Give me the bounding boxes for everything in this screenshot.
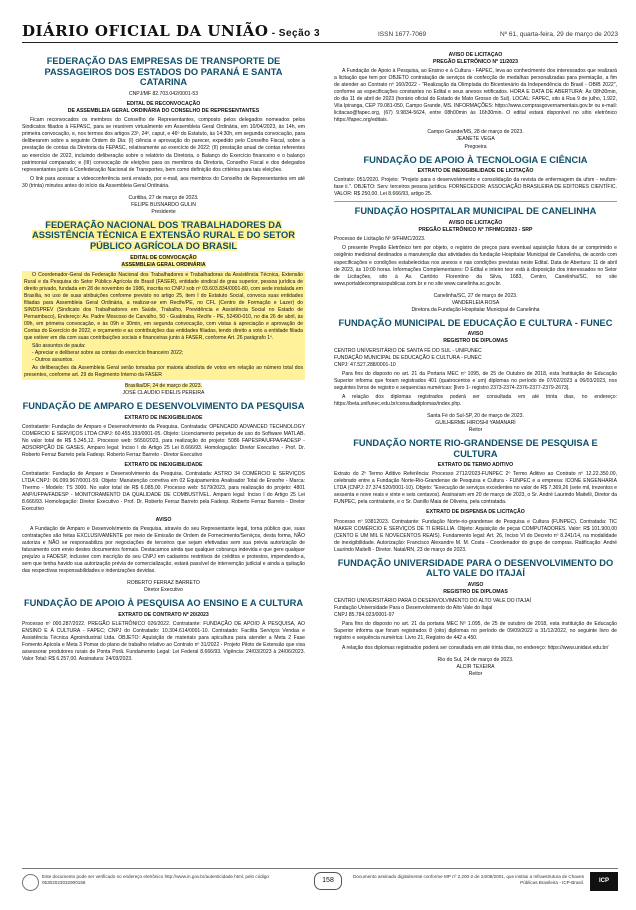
notice-subtitle: AVISO DE LICITAÇÃO xyxy=(448,220,503,227)
notice-subtitle: EXTRATO DE INEXIGIBILIDADE xyxy=(124,462,203,469)
page-header xyxy=(22,20,618,43)
paragraph: Para fins do disposto no art. 21 da Portaria MEC nº 1095, de 25 de Outubro de 2018, esta Instituição de Educação Superior informa que foram registrados 401 (quatrocentos e um) diplomas no período de 07/02/2023 a 06/03/2023, nos seguintes livros de registro e sequencias numéricas: [livro 1- registro 2373-2374-2376-2377-2379-2673]. xyxy=(334,370,617,391)
paragraph: Para fins do disposto no art. 21 da portaria MEC Nº 1.095, de 25 de outubro de 2018, esta instituição de Educação Superior informa que foram registrados 8 (oito) diplomas no período de 09/09/2022 a 31/12/2022, no seguinte livro de registro e sequência numérica: Livro 21, Registro de 442 a 450. xyxy=(334,621,617,642)
cnpj: CNPJ: 47.527.288/0001-10 xyxy=(334,361,396,368)
page-footer xyxy=(22,868,618,903)
signer-role: Presidente xyxy=(151,208,176,215)
notice-subtitle: AVISO xyxy=(155,516,172,523)
agenda-item: - Outros assuntos. xyxy=(32,357,74,364)
publication-title: DIÁRIO OFICIAL DA UNIÃO - Seção 3 xyxy=(22,22,321,40)
notice-subtitle: AVISO xyxy=(467,582,484,589)
place-date: Rio do Sul, 24 de março de 2023. xyxy=(437,656,514,663)
notice-title: FUNDAÇÃO NORTE RIO-GRANDENSE DE PESQUISA E CULTURA xyxy=(353,437,598,459)
notice-title: FEDERAÇÃO DAS EMPRESAS DE TRANSPORTE DE PASSAGEIROS DOS ESTADOS DO PARANÁ E SANTA CATARINA xyxy=(44,56,283,88)
signer-role: Diretor Executivo xyxy=(144,586,183,593)
paragraph: A Fundação de Apoio à Pesquisa, ao Ensino e à Cultura - FAPEC, leva ao conhecimento dos interessados que realizará a licitação que tem por OBJETO contratação de serviços de confecção de medalhas personalizadas para premiação, a fim de atender ao Contrato nº 160/2022 - "Realização da Olimpíada do Bicentenário da Independência do Brasil - OBIB 2022", conforme as especificações constantes no Edital e seus anexos retificados. HORA E DATA DE ABERTURA: Às 08h30min, do dia 11 de abril de 2023 (horário oficial do Estado de Mato Grosso do Sul). LOCAL: FAPEC, sito à Rua 9 de julho, 1.922, Vila Ipiranga, CEP 79.081-050, Campo Grande, MS. INFORMAÇÕES: https://www.comprasgovernamentais.gov.br ou e-mail: licitacao@fapec.org, (67) 9.9834-5624, entre 08h00min às 16h30min. O edital estará disponível no sítio eletrônico https://fapec.org/editais. xyxy=(334,68,617,124)
notice-subtitle: ASSEMBLEIA GERAL ORDINÁRIA xyxy=(121,261,206,268)
notice-subtitle: EXTRATO DE DISPENSA DE LICITAÇÃO xyxy=(426,509,525,516)
signer-name: VANDERLEIA ROSA xyxy=(451,299,500,306)
notice-subtitle: PREGÃO ELETRÔNICO Nº 11/2023 xyxy=(433,59,518,66)
notice-title: FUNDAÇÃO MUNICIPAL DE EDUCAÇÃO E CULTURA - FUNEC xyxy=(338,317,613,328)
notice-fapec-pregao xyxy=(334,52,617,151)
right-column xyxy=(334,52,617,858)
notice-subtitle: DE ASSEMBLEIA GERAL ORDINÁRIA DO CONSELHO DE REPRESENTANTES xyxy=(67,108,260,115)
paragraph: Processo nº 000.287/2022. PREGÃO ELETRÔNICO 026/2022. Contratante: FUNDAÇÃO DE APOIO À PESQUISA, AO ENSINO E À CULTURA - FAPEC; CNPJ do Contratado: 10.304.614/0001-10. Contratado: Facilita Serviços Vendas e Assistência Técnica Agroindustrial Ltda. OBJETO: Aquisição de materiais para apicultura para atender a Meta 2 Fase Fomento Apícola e Meta 3 Pomar do plano de trabalho relativo ao Contrato nº 31/2022 - Projeto Piloto de Extensão que visa assessorar produtores rurais de Ponta Porã. Fundamento Legal: Lei Federal 8.666/93. Vigência: 24/03/2023 à 24/06/2023. Valor Total: R$ 6.257,00. Assinatura: 24/03/2023. xyxy=(22,620,305,662)
notice-subtitle: EDITAL DE CONVOCAÇÃO xyxy=(130,254,197,261)
signer-name: JOSÉ CLAUDIO FIDELIS PEREIRA xyxy=(122,390,205,397)
verification-note: Este documento pode ser verificado no endereço eletrônico http://www.in.gov.br/autenticidade.html, pelo código 05302023032900158 xyxy=(42,874,269,886)
cnpj: CNPJ 85.784.023/0001-97 xyxy=(334,612,395,619)
notice-fepasc xyxy=(22,56,305,216)
paragraph: Contratante: Fundação de Amparo e Desenvolvimento da Pesquisa. Contratada: ASTRO 34 COMÉRCIO E SERVIÇOS LTDA CNPJ: 06.099.967/0001-59. Objeto: Manutenção corretiva em 02 Equipamentos Analisador Total de Enxofre - Marca: Thermo - Modelo: TS 3000. No valor total de R$ 6.085,00. Processo web: 5179/2023, para realização do projeto: 4801 ANP/UFPA/FADESP - MONITORAMENTO DA QUALIDADE DE COMBUSTÍVEL. Amparo legal: Inciso I do Artigo 25 Lei 8.666/93. Homologação: Diretor Executivo - Prof. Dr. Roberto Ferraz Barreto pela Fadesp. Roberto Ferraz Barreto - Diretor Executivo xyxy=(22,471,305,513)
notice-subtitle: EXTRATO DE CONTRATO Nº 20/2023 xyxy=(118,611,209,618)
paragraph: Ficam reconvocados os membros do Conselho de Representantes, composto pelos delegados nomeados pelos Sindicatos filiados à FEPASC, para se reunirem virtualmente em Assembleia Geral Ordinária, em 10/04/2023, às 14h, em primeira convocação, e, nos termos dos artigos 23º, 24º, caput, e 46º do Estatuto, às 14:30h, em segunda convocação, para deliberarem sobre a seguinte Ordem do Dia: (I) ciência e aprovação do parecer, expedido pelo Conselho Fiscal, sobre a prestação de contas da Diretoria da FEPASC, relativamente ao exercício de 2022; (II) prestação anual de contas referentes ao exercício de 2022, incluindo deliberação sobre o relatório da Diretoria, o Balanço do Exercício financeiro e o balanço patrimonial comparado; e (III) convocação de eleições para os membros da Diretoria, Conselho Fiscal e dos delegados representantes junto à Confederação Nacional de Transportes, bem como definição dos critérios para tais eleições. xyxy=(22,117,305,173)
notice-subtitle: EDITAL DE RECONVOCAÇÃO xyxy=(126,101,201,108)
signer-role: Reitor xyxy=(468,670,483,677)
agenda-heading: São assuntos de pauta: xyxy=(32,343,86,350)
place-date: Brasília/DF, 24 de março de 2023. xyxy=(124,383,202,390)
icp-brasil-logo: ICP Brasil xyxy=(590,872,618,891)
paragraph: O presente Pregão Eletrônico tem por objeto, o registro de preços para eventual aquisição futura de ar comprimido e oxigênio medicinal destinados a manutenção das atividades da fundação Hospitalar Municipal de Canelinha, de acordo com especificações e condições estabelecidas nos anexos e nas condições previstas neste Edital. Data de Abertura: 11 de abril de 2023, às 10:00 horas. Informações Complementares: O Edital e inteiro teor está à disposição dos interessados no Setor de Licitações, sito à Av. Cartório Florentino da Silva, 1683, Centro, Canelinha/SC, no site www.portaldecomprasspublicas.com.br e no site www.canelinha.sc.gov.br. xyxy=(334,245,617,287)
notice-fhmc xyxy=(334,206,617,313)
notice-subtitle: EXTRATO DE INEXIGIBILIDADE xyxy=(124,414,203,421)
place-date: Canelinha/SC, 27 de março de 2023. xyxy=(433,292,518,299)
section-label: - Seção 3 xyxy=(268,28,321,39)
agenda-item: - Apreciar e deliberar sobre as contas do exercício financeiro 2022; xyxy=(32,350,184,357)
paragraph: Contrato: 051/2020. Projeto: "Projeto para o desenvolvimento e consolidação da revista de enfermagem da ufsm - reufsm- fase ii.". OBJETO: Serv. terceiros pessoa jurídica. FORNECEDOR: ASSOCIAÇÃO BRASILEIRA DE EDITORES CIENTÍFIC. VALOR: R$ 250,00. Lei 8.666/93, artigo 25. xyxy=(334,177,617,198)
left-column xyxy=(22,52,305,858)
paragraph: Processo nº 93812023. Contratante: Fundação Norte-rio-grandense de Pesquisa e Cultura (FUNPEC). Contratada: TIC MAKER COMÉRCIO E SERVIÇOS DE TI EIRELLIA. Objeto: Aquisição de peças COMPUTADORES. Valor: R$ 101.900,00 (CENTO E UM MIL E NOVECENTOS REAIS). Fundamento legal: Art. 26, Inciso VI do Decreto nº 8.241/14, na modalidade de inexigibilidade. Autorização: Francisco Alexandre M. M. Costa - Coordenador do grupo de compras. Ratificação: André Laurindo Maitelli - Diretor. Natal/RN, 23 de março de 2023. xyxy=(334,518,617,553)
notice-fapec xyxy=(22,598,305,663)
notice-funpec xyxy=(334,438,617,554)
notice-subtitle: PREGÃO ELETRÔNICO Nº 7/FHMC/2023 - SRP xyxy=(418,227,533,234)
signer-role: Diretora da Fundação Hospitalar Municipal de Canelinha xyxy=(411,306,540,313)
place-date: Campo Grande/MS, 28 de março de 2023. xyxy=(427,129,524,136)
signer-name: ROBERTO FERRAZ BARRETO xyxy=(127,579,200,586)
notice-funec xyxy=(334,318,617,434)
signer-name: FELIPE BUSNARDO GULIN xyxy=(131,201,196,208)
paragraph: A relação dos diplomas registrados poderá ser consultada em até trinta dias, no endereço: https://beta.unifunec.edu.br/consultadiplomas/index.php. xyxy=(334,393,617,407)
signature-note: Documento assinado digitalmente conforme MP nº 2.200-2 de 24/08/2001, que institui a Infraestrutura de Chaves Públicas Brasileira - ICP-Brasil. xyxy=(353,874,584,886)
notice-subtitle: REGISTRO DE DIPLOMAS xyxy=(443,589,508,596)
signer-role: Reitor xyxy=(468,426,483,433)
divider xyxy=(334,201,617,202)
cnpj: CNPJ/MF 82.703.042/0001-53 xyxy=(128,91,199,98)
page-number: 158 xyxy=(314,872,342,890)
notice-title: FEDERAÇÃO NACIONAL DOS TRABALHADORES DA ASSISTÊNCIA TÉCNICA E EXTENSÃO RURAL E DO SETOR PÚBLICO AGRÍCOLA DO BRASIL xyxy=(32,219,295,251)
notice-title: FUNDAÇÃO HOSPITALAR MUNICIPAL DE CANELINHA xyxy=(354,206,597,217)
paragraph: Contratante: Fundação de Amparo e Desenvolvimento da Pesquisa. Contratada: OPENCADD ADVANCED TECHNOLOGY COMÉRCIO E SERVIÇOS LTDA CNPJ: 60.455.193/0001-05. Objeto: Licenciamento perpetuo de uso do Software MATLAB. No valor total de R$ 5.345,12. Processo web: 5650/2023, para realização do projeto: 5086 FAPESPA/UFPA/FADESP - ADSORPÇÃO DE GASES. Amparo legal: Inciso I do Artigo 25 Lei 8.666/93. Homologação: Diretor Executivo - Prof. Dr. Roberto Ferraz Barreto pela Fadesp. Roberto Ferraz Barreto - Diretor Executivo xyxy=(22,424,305,459)
paragraph: O Coordenador-Geral da Federação Nacional dos Trabalhadores e Trabalhadoras da Assistência Técnica, Extensão Rural e da Pesquisa do Setor Público Agrícola do Brasil (FASER), entidade sindical de grau superior, pessoa jurídica de direito privado, fundada em 28 de novembro de 1986, inscrita no CNPJ sob nº 03.603.834/0001-80, com sede instalada em Brasília, no uso de suas atribuições conforme previsto no artigo 25, item I do Estatuto Social, convoca suas entidades filiadas para Assembleia Geral Ordinária, a realizar-se em Recife/PE, no CFL (Centro de Formação e Lazer) do SINDSPREV (Sindicato dos Trabalhadores em Saúde, Trabalho, Previdência e Assistência Social no Estado de Pernambuco), Endereço: Av. Padre Moscoso de Carvalho, 50 - Guabiraba, Recife - PE, 52490-010, no dia 26 de abril, às 09h, em primeira convocação, e às 09h e 30min, em segunda convocação, com vistas à apreciação e aprovação de Contas do Exercício de 2022, e orçamento e as contribuições das entidades filiadas, tendo direito a voto a entidade filiada que estiver em dia com suas contribuições sociais e financeiras junto à FASER, conforme Art. 26 parágrafo 1º. xyxy=(24,272,303,342)
paragraph: A relação dos diplomas registrados poderá ser consultada em até trinta dias, no endereço: https://www.unidavi.edu.br/ xyxy=(342,644,609,651)
issue-date: Nº 61, quarta-feira, 29 de março de 2023 xyxy=(500,31,618,38)
signer-name: JEANETE VEGA xyxy=(456,136,495,143)
notice-title: FUNDAÇÃO DE APOIO À PESQUISA AO ENSINO E A CULTURA xyxy=(23,597,304,608)
paragraph: A Fundação de Amparo e Desenvolvimento da Pesquisa, através do seu Representante legal, torna público que, suas contratações são feitas EXCLUSIVAMENTE por meio de Emissão de Ordem de Fornecimento/Serviços, desta forma, NÃO autoriza e NÃO se responsabiliza por negociações de terceiros que sejam efetivadas sem sua prévia autorização de faturamento com envio destes documentos formais. Destacamos ainda que qualquer cobrança indevida e que gere qualquer prejuízo a FADESP, inclusive com inscrição do seu CNPJ em cadastros restritivos de créditos e protestos, impendendo-a, sem que tenha havido sua autorização prévia de comercialização, estará passível de intervenção judicial e ainda a quitação das respectivas responsabilidades e indenizações devidas. xyxy=(22,525,305,574)
notice-title: FUNDAÇÃO DE APOIO À TECNOLOGIA E CIÊNCIA xyxy=(363,154,588,165)
notice-faser xyxy=(22,220,305,398)
signer-role: Pregoeira xyxy=(464,143,487,150)
place-date: Santa Fé do Sul-SP, 20 de março de 2023. xyxy=(427,412,524,419)
issn: ISSN 1677-7069 xyxy=(378,31,427,38)
paragraph: As deliberações da Assembleia Geral serão tomadas por maioria absoluta de votos em relação ao número total dos presentes, conforme art. 29 do Regimento Interno da FASER xyxy=(24,365,303,379)
notice-subtitle: EXTRATO DE INEXIGIBILIDADE DE LICITAÇÃO xyxy=(417,168,534,175)
institution-line: Fundação Universidade Para o Desenvolvimento do Alto Vale do Itajaí xyxy=(334,605,493,612)
notice-subtitle: EXTRATO DE TERMO ADITIVO xyxy=(437,462,514,469)
notice-subtitle: AVISO xyxy=(467,331,484,338)
notice-title: FUNDAÇÃO DE AMPARO E DESENVOLVIMENTO DA PESQUISA xyxy=(22,401,305,412)
paragraph: O link para acessar a videoconferência será enviado, por e-mail, aos membros do Conselho de Representantes em até 30 (trinta) minutos antes do início da Assembleia Geral Ordinária. xyxy=(22,175,305,189)
institution-line: CENTRO UNIVERSITÁRIO PARA O DESENVOLVIMENTO DO ALTO VALE DO ITAJAÍ xyxy=(334,598,531,605)
paragraph: Processo de Licitação Nº 9/FHMC/2023. xyxy=(334,236,426,243)
institution-line: FUNDAÇÃO MUNICIPAL DE EDUCAÇÃO E CULTURA - FUNEC xyxy=(334,354,482,361)
notice-subtitle: AVISO DE LICITAÇÃO xyxy=(448,52,503,58)
signer-name: ALCIR TEXEIRA xyxy=(456,663,495,670)
signer-name: GUILHERME HIROSHI YAMANARI xyxy=(435,419,516,426)
institution-line: CENTRO UNIVERSITÁRIO DE SANTA FÉ DO SUL - UNIFUNEC xyxy=(334,347,482,354)
notice-fatec xyxy=(334,155,617,199)
place-date: Curitiba, 27 de março de 2023. xyxy=(128,194,199,201)
seal-icon xyxy=(22,874,39,891)
notice-subtitle: REGISTRO DE DIPLOMAS xyxy=(443,338,508,345)
notice-fadesp xyxy=(22,401,305,594)
paragraph: Extrato do 2º Termo Aditivo Referência: Processo 2712/2023-FUNPEC 2º Termo Aditivo ao Contrato nº 12.22.350.00, celebrado entre a Fundação Norte-Rio-Grandense de Pesquisa e Cultura - FUNPEC e a empresa: ICONE ENGENHARIA LTDA (CNPJ: 27.374.520/0001-10). Objeto: "Execução de serviços excedentes no valor de R$ 7.369,26 (sete mil, trezentos e sessenta e nove reais e vinte e seis centavos). Assinaram em 20 de março de 2023, o Sr. André Laurindo Maitelli, Diretor da FUNPEC, pela contratante, e o Sr. Danillo Maia de Oliveira, pela contratada. xyxy=(334,471,617,506)
highlighted-block xyxy=(22,271,305,380)
notice-title: FUNDAÇÃO UNIVERSIDADE PARA O DESENVOLVIMENTO DO ALTO VALE DO ITAJAÍ xyxy=(337,557,614,579)
notice-unidavi xyxy=(334,558,617,678)
